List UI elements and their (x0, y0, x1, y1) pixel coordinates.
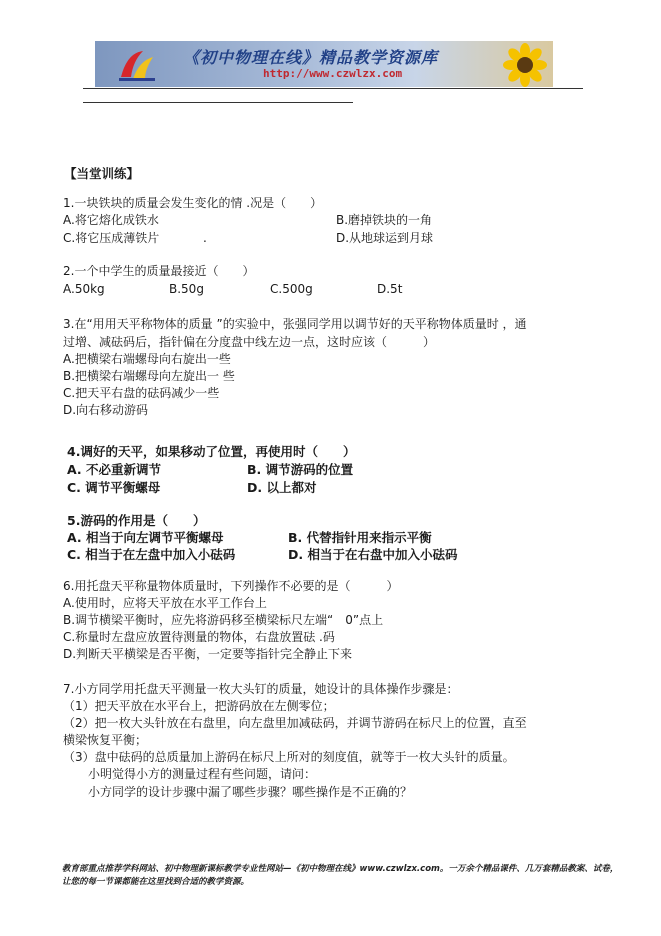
q3-stem-line1: 3.在“用用天平称物体的质量 ”的实验中，张强同学用以调节好的天平称物体质量时 ，通 (63, 317, 527, 331)
q7-step-1: （1）把天平放在水平台上，把游码放在左侧零位； (63, 699, 335, 713)
q3-option-a: A.把横梁右端螺母向右旋出一些 (63, 352, 231, 366)
q1-option-a: A.将它熔化成铁水 (63, 213, 159, 227)
q2-stem: 2.一个中学生的质量最接近（ ） (63, 264, 255, 278)
q7-step-2-line1: （2）把一枚大头针放在右盘里，向左盘里加减砝码，并调节游码在标尺上的位置，直至 (63, 716, 527, 730)
header-banner (95, 41, 553, 87)
q6-option-a: A.使用时，应将天平放在水平工作台上 (63, 596, 267, 610)
q5-option-b: B. 代替指针用来指示平衡 (288, 530, 432, 545)
page-footer: 教育部重点推荐学科网站、初中物理新课标教学专业性网站—《初中物理在线》www.czwlzx.com。一万余个精品课件、几万套精品教案、试卷，让您的每一节课都能在这里找到合适的教学资源。 (62, 864, 619, 887)
q4-option-c: C. 调节平衡螺母 (67, 480, 161, 495)
separator-line (83, 102, 353, 103)
q6-option-d: D.判断天平横梁是否平衡，一定要等指针完全静止下来 (63, 647, 353, 661)
q1-stray-dot: . (203, 231, 207, 245)
q6-stem: 6.用托盘天平称量物体质量时，下列操作不必要的是（ ） (63, 579, 399, 593)
q2-option-b: B.50g (169, 282, 204, 296)
q1-option-b: B.磨掉铁块的一角 (336, 213, 433, 227)
q5-option-a: A. 相当于向左调节平衡螺母 (67, 530, 224, 545)
q1-option-c: C.将它压成薄铁片 (63, 231, 160, 245)
q3-option-d: D.向右移动游码 (63, 403, 149, 417)
q3-option-c: C.把天平右盘的砝码减少一些 (63, 386, 220, 400)
section-title: 【当堂训练】 (64, 166, 140, 181)
q2-option-d: D.5t (377, 282, 403, 296)
banner-url: http://www.czwlzx.com (263, 67, 403, 80)
q7-prompt-1: 小明觉得小方的测量过程有些问题，请问： (88, 767, 317, 781)
header-rule (83, 88, 583, 89)
q7-prompt-2: 小方同学的设计步骤中漏了哪些步骤？哪些操作是不正确的？ (88, 785, 413, 799)
site-logo-icon (117, 47, 157, 83)
q6-option-c: C.称量时左盘应放置待测量的物体，右盘放置砝 .码 (63, 630, 335, 644)
sunflower-icon (503, 43, 547, 87)
q2-option-c: C.500g (270, 282, 313, 296)
q3-option-b: B.把横梁右端螺母向左旋出一 些 (63, 369, 235, 383)
q4-option-a: A. 不必重新调节 (67, 462, 162, 477)
q4-stem: 4.调好的天平，如果移动了位置，再使用时（ ） (67, 444, 356, 459)
q1-option-d: D.从地球运到月球 (336, 231, 434, 245)
q7-step-2-line2: 横梁恢复平衡； (63, 733, 148, 747)
q6-option-b: B.调节横梁平衡时，应先将游码移至横梁标尺左端“ 0”点上 (63, 613, 384, 627)
q4-option-d: D. 以上都对 (247, 480, 317, 495)
q4-option-b: B. 调节游码的位置 (247, 462, 354, 477)
q5-option-d: D. 相当于在右盘中加入小砝码 (288, 547, 458, 562)
q3-stem-line2: 过增、减砝码后，指针偏在分度盘中线左边一点，这时应该（ ） (63, 335, 436, 349)
q5-stem: 5.游码的作用是（ ） (67, 513, 206, 528)
q1-stem: 1.一块铁块的质量会发生变化的情 .况是（ ） (63, 196, 323, 210)
banner-title: 《初中物理在线》精品教学资源库 (183, 48, 439, 67)
q7-stem: 7.小方同学用托盘天平测量一枚大头钉的质量，她设计的具体操作步骤是： (63, 682, 459, 696)
q5-option-c: C. 相当于在左盘中加入小砝码 (67, 547, 236, 562)
q7-step-3: （3）盘中砝码的总质量加上游码在标尺上所对的刻度值，就等于一枚大头针的质量。 (63, 750, 515, 764)
q2-option-a: A.50kg (63, 282, 105, 296)
